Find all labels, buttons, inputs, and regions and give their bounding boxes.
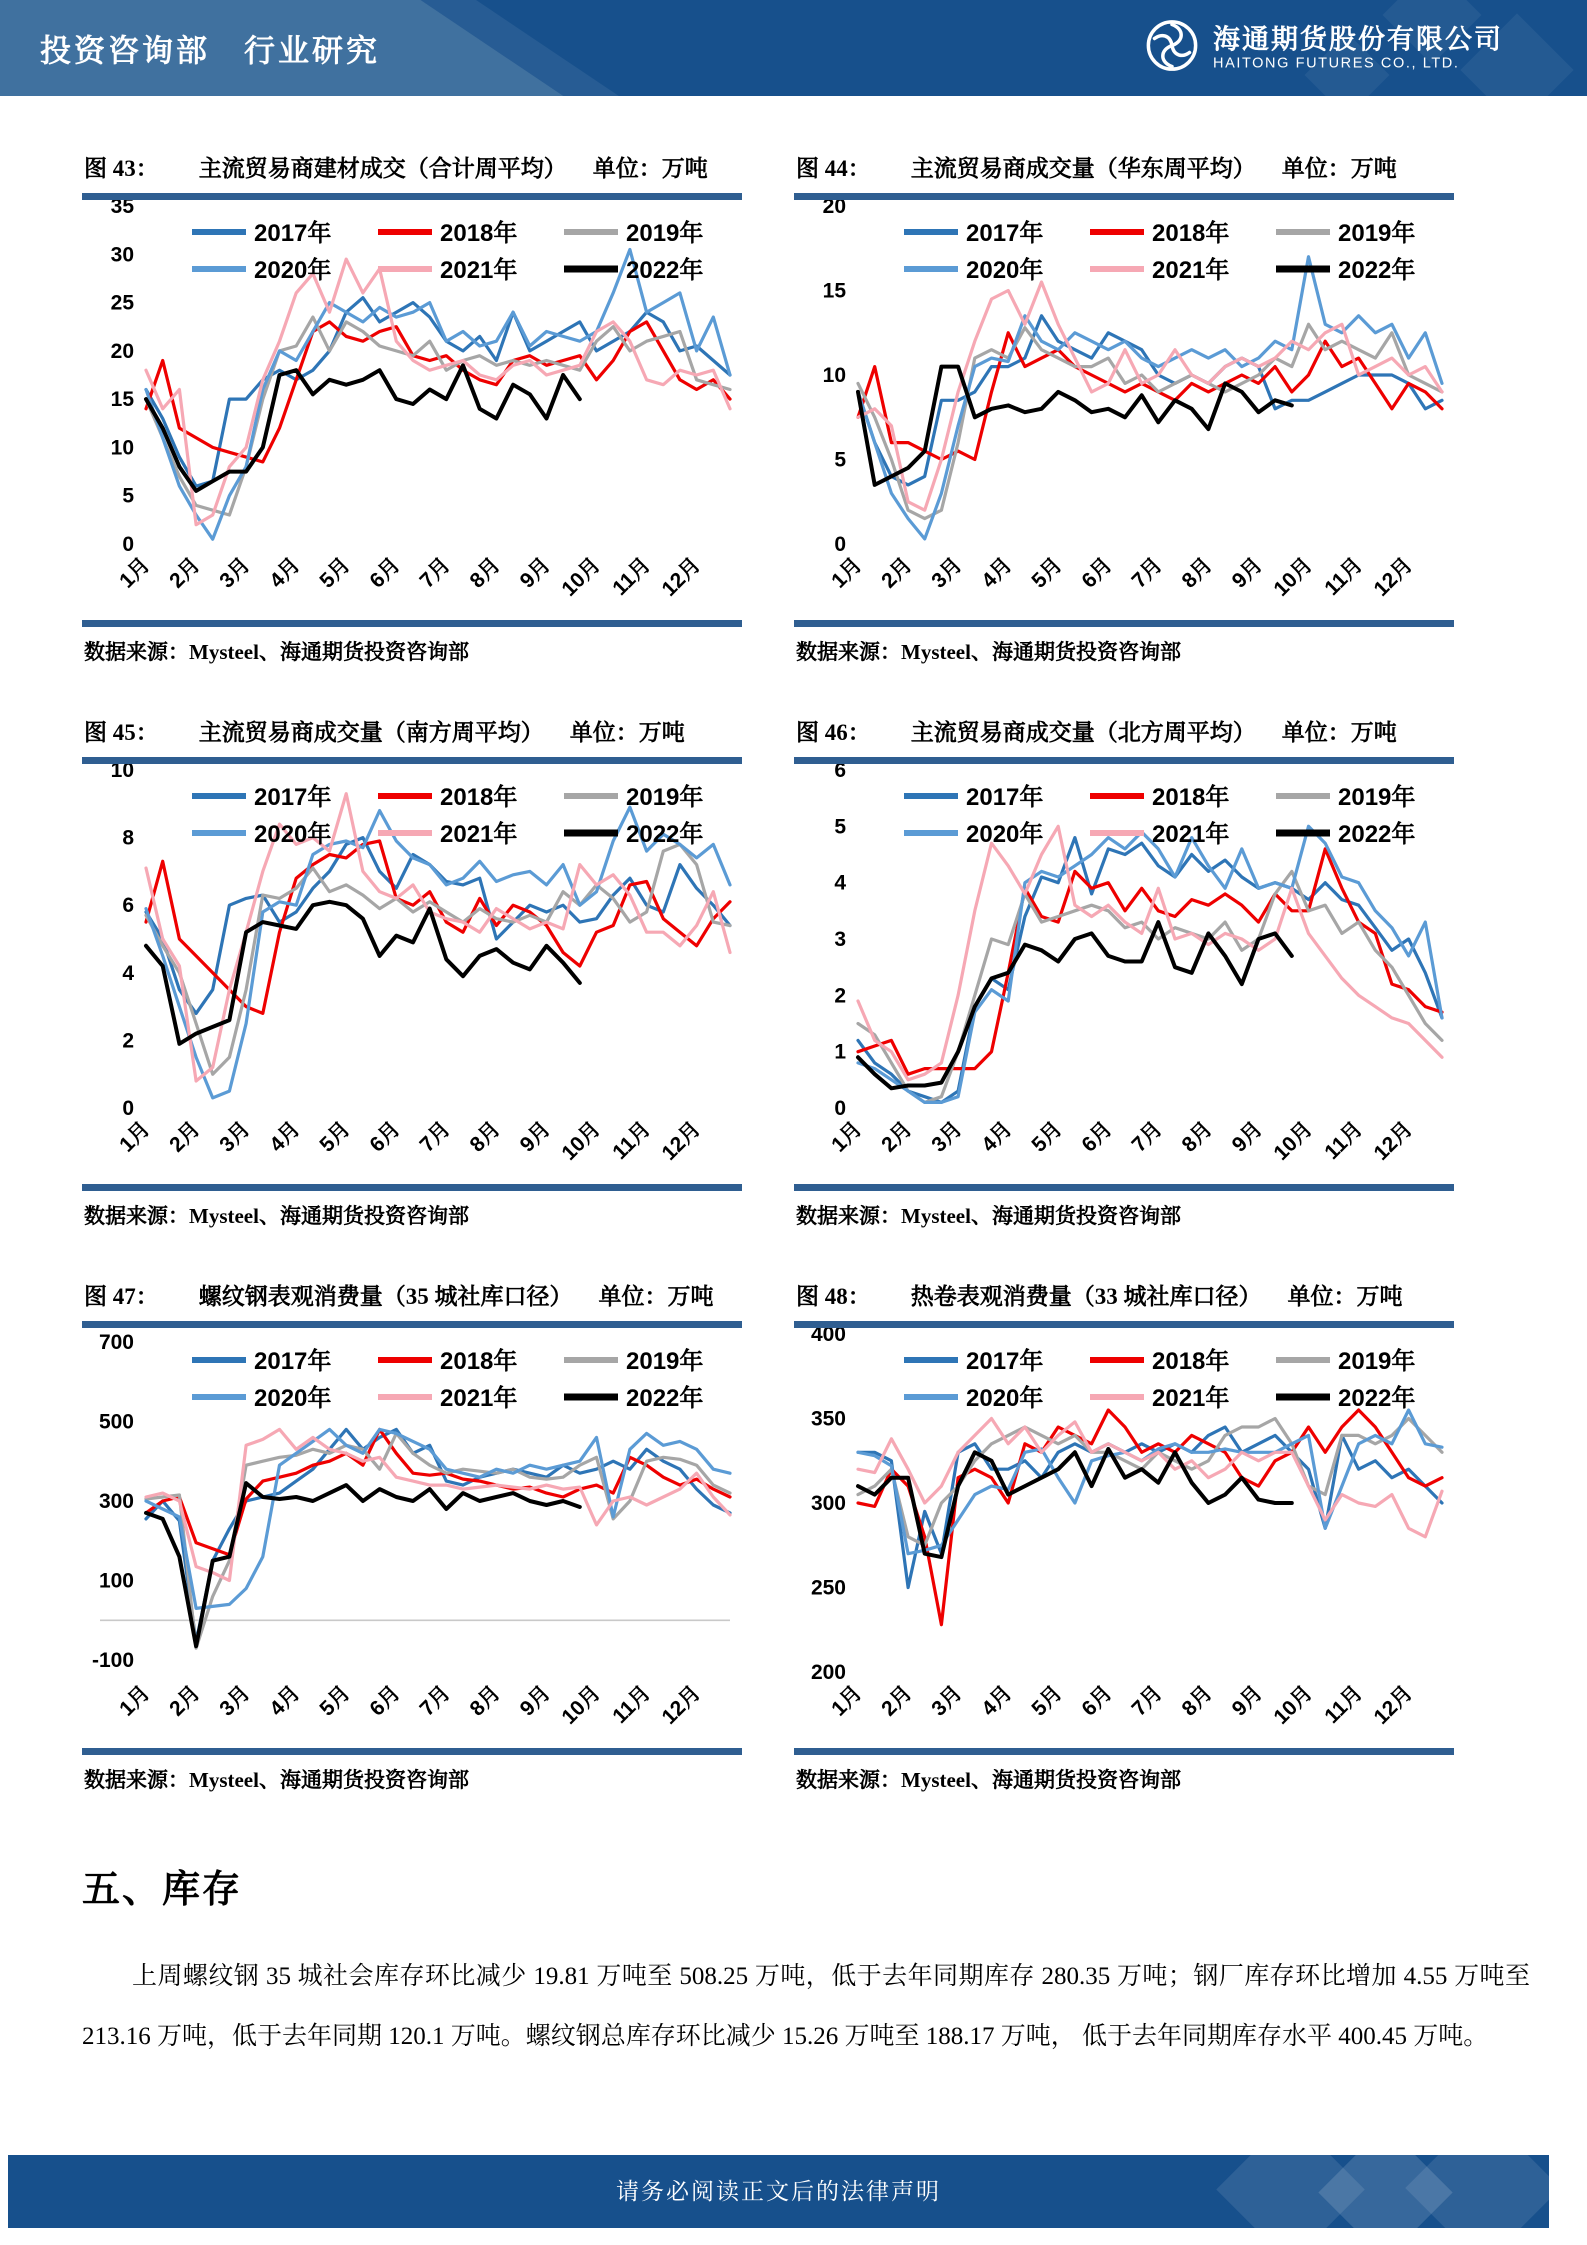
y-axis-tick-label: 250	[810, 1576, 846, 1600]
x-axis-tick-label: 3月	[927, 1117, 967, 1157]
x-axis-tick-label: 4月	[977, 1117, 1017, 1157]
x-axis-tick-label: 1月	[115, 1117, 155, 1157]
y-axis-tick-label: 8	[122, 826, 134, 850]
x-axis-tick-label: 11月	[1320, 1117, 1368, 1165]
data-source-caption: 数据来源：Mysteel、海通期货投资咨询部	[84, 1204, 469, 1228]
x-axis-tick-label: 7月	[1127, 1681, 1167, 1721]
page-header	[0, 0, 1587, 96]
legend-label: 2017年	[966, 220, 1044, 247]
y-axis-tick-label: 5	[834, 448, 846, 472]
company-name-cn: 海通期货股份有限公司	[1213, 24, 1503, 55]
y-axis-tick-label: 500	[98, 1410, 134, 1434]
figure-label: 图 47：	[84, 1284, 159, 1309]
company-name-en: HAITONG FUTURES CO., LTD.	[1213, 55, 1460, 72]
y-axis-tick-label: 15	[822, 279, 846, 303]
x-axis-tick-label: 10月	[1269, 1117, 1318, 1165]
x-axis-tick-label: 4月	[265, 1681, 305, 1721]
figure-46	[794, 712, 1454, 1230]
data-source-caption: 数据来源：Mysteel、海通期货投资咨询部	[796, 1204, 1181, 1228]
series-line-2019年	[858, 324, 1442, 518]
legend-label: 2019年	[1338, 220, 1416, 247]
figure-title-row	[82, 712, 742, 757]
legend-label: 2017年	[254, 784, 332, 811]
y-axis-tick-label: 10	[110, 436, 134, 460]
x-axis-tick-label: 11月	[608, 1681, 656, 1729]
y-axis-tick-label: 10	[110, 764, 134, 782]
title-divider	[794, 757, 1454, 764]
x-axis-tick-label: 9月	[1227, 553, 1267, 593]
x-axis-tick-label: 6月	[365, 553, 405, 593]
figure-label: 图 46：	[796, 720, 871, 745]
x-axis-tick-label: 8月	[465, 1681, 505, 1721]
x-axis-tick-label: 7月	[415, 553, 455, 593]
legend-label: 2017年	[966, 1348, 1044, 1375]
x-axis-tick-label: 11月	[1320, 553, 1368, 601]
y-axis-tick-label: 0	[122, 1097, 134, 1120]
x-axis-tick-label: 7月	[1127, 553, 1167, 593]
y-axis-tick-label: 300	[98, 1490, 134, 1514]
figure-title-row	[82, 148, 742, 193]
y-axis-tick-label: 35	[110, 200, 134, 218]
figure-title: 螺纹钢表观消费量（35 城社库口径）	[198, 1284, 573, 1309]
legend-label: 2017年	[966, 784, 1044, 811]
y-axis-tick-label: 0	[122, 533, 134, 556]
y-axis-tick-label: 700	[98, 1330, 134, 1354]
x-axis-tick-label: 9月	[515, 1117, 555, 1157]
figure-title-row	[794, 148, 1454, 193]
figure-unit: 单位：万吨	[1287, 1284, 1403, 1309]
x-axis-tick-label: 1月	[827, 1117, 867, 1157]
x-axis-tick-label: 4月	[977, 553, 1017, 593]
x-axis-tick-label: 5月	[1027, 1681, 1067, 1721]
x-axis-tick-label: 5月	[1027, 553, 1067, 593]
series-line-2020年	[858, 826, 1442, 1102]
y-axis-tick-label: 30	[110, 243, 134, 267]
legend-label: 2021年	[1152, 257, 1230, 284]
series-line-2017年	[858, 838, 1442, 1103]
y-axis-tick-label: -100	[91, 1649, 134, 1673]
x-axis-tick-label: 4月	[977, 1681, 1017, 1721]
legend-label: 2020年	[254, 821, 332, 848]
haitong-logo-icon	[1144, 18, 1200, 79]
legend-label: 2022年	[626, 1385, 704, 1412]
x-axis-tick-label: 2月	[877, 1681, 917, 1721]
chart-canvas	[794, 764, 1454, 1184]
figure-label: 图 43：	[84, 156, 159, 181]
series-line-2019年	[146, 844, 730, 1074]
x-axis-tick-label: 11月	[1320, 1681, 1368, 1729]
x-axis-tick-label: 6月	[365, 1117, 405, 1157]
y-axis-tick-label: 3	[834, 928, 846, 951]
title-divider	[82, 1321, 742, 1328]
legal-disclaimer: 请务必阅读正文后的法律声明	[616, 2179, 941, 2204]
inventory-paragraph: 上周螺纹钢 35 城社会库存环比减少 19.81 万吨至 508.25 万吨，低于去年同期库存 280.35 万吨；钢厂库存环比增加 4.55 万吨至 213.16 万吨，低于去年同期 120.1 万吨。螺纹钢总库存环比减少 15.26 万吨至 188.17 万吨， 低于去年同期库存水平 400.45 万吨。	[82, 1963, 1530, 2050]
x-axis-tick-label: 2月	[165, 1681, 205, 1721]
x-axis-tick-label: 10月	[557, 553, 606, 601]
series-line-2017年	[858, 316, 1442, 485]
legend-label: 2021年	[440, 1385, 518, 1412]
legend-label: 2019年	[626, 784, 704, 811]
caption-divider	[82, 1184, 742, 1191]
legend-label: 2017年	[254, 220, 332, 247]
series-line-2022年	[858, 922, 1292, 1088]
caption-divider	[82, 1748, 742, 1755]
x-axis-tick-label: 12月	[1369, 1117, 1418, 1165]
y-axis-tick-label: 0	[834, 1097, 846, 1120]
title-divider	[794, 1321, 1454, 1328]
x-axis-tick-label: 6月	[1077, 553, 1117, 593]
legend-label: 2018年	[440, 1348, 518, 1375]
y-axis-tick-label: 300	[810, 1492, 846, 1515]
series-line-2021年	[858, 826, 1442, 1080]
figure-title-row	[794, 712, 1454, 757]
chart-area-44	[794, 200, 1454, 620]
y-axis-tick-label: 100	[98, 1569, 134, 1593]
x-axis-tick-label: 1月	[115, 553, 155, 593]
x-axis-tick-label: 2月	[165, 553, 205, 593]
haitong-logo	[1144, 18, 1503, 79]
chart-area-47	[82, 1328, 742, 1748]
x-axis-tick-label: 3月	[215, 553, 255, 593]
y-axis-tick-label: 400	[810, 1328, 846, 1346]
legend-label: 2022年	[626, 257, 704, 284]
chart-canvas	[82, 1328, 742, 1748]
legend-label: 2022年	[1338, 257, 1416, 284]
section-heading: 五、库存	[82, 1869, 243, 1911]
x-axis-tick-label: 12月	[1369, 553, 1418, 601]
x-axis-tick-label: 7月	[1127, 1117, 1167, 1157]
figure-label: 图 48：	[796, 1284, 871, 1309]
x-axis-tick-label: 5月	[315, 1681, 355, 1721]
legend-label: 2018年	[1152, 220, 1230, 247]
figure-title: 主流贸易商成交量（北方周平均）	[910, 720, 1256, 745]
x-axis-tick-label: 4月	[265, 1117, 305, 1157]
series-line-2022年	[146, 365, 580, 491]
x-axis-tick-label: 4月	[265, 553, 305, 593]
x-axis-tick-label: 1月	[827, 553, 867, 593]
data-source-caption: 数据来源：Mysteel、海通期货投资咨询部	[84, 640, 469, 664]
chart-canvas	[794, 200, 1454, 620]
title-divider	[82, 193, 742, 200]
x-axis-tick-label: 1月	[827, 1681, 867, 1721]
legend-label: 2020年	[966, 821, 1044, 848]
x-axis-tick-label: 10月	[557, 1117, 606, 1165]
chart-area-48	[794, 1328, 1454, 1748]
x-axis-tick-label: 8月	[1177, 1681, 1217, 1721]
figure-unit: 单位：万吨	[1281, 720, 1397, 745]
y-axis-tick-label: 20	[822, 200, 846, 218]
x-axis-tick-label: 12月	[1369, 1681, 1418, 1729]
data-source-caption: 数据来源：Mysteel、海通期货投资咨询部	[84, 1768, 469, 1792]
legend-label: 2022年	[1338, 821, 1416, 848]
figure-44	[794, 148, 1454, 666]
x-axis-tick-label: 2月	[165, 1117, 205, 1157]
caption-divider	[794, 1748, 1454, 1755]
legend-label: 2021年	[440, 821, 518, 848]
y-axis-tick-label: 6	[834, 764, 846, 782]
x-axis-tick-label: 9月	[515, 553, 555, 593]
y-axis-tick-label: 200	[810, 1661, 846, 1684]
legend-label: 2020年	[254, 257, 332, 284]
legend-label: 2020年	[966, 1385, 1044, 1412]
caption-divider	[794, 620, 1454, 627]
department-title: 投资咨询部 行业研究	[40, 33, 380, 69]
legend-label: 2019年	[626, 220, 704, 247]
y-axis-tick-label: 2	[122, 1029, 134, 1053]
figure-title: 主流贸易商成交量（南方周平均）	[198, 720, 544, 745]
chart-canvas	[82, 764, 742, 1184]
x-axis-tick-label: 11月	[608, 1117, 656, 1165]
legend-label: 2021年	[1152, 1385, 1230, 1412]
figure-unit: 单位：万吨	[1281, 156, 1397, 181]
legend-label: 2021年	[1152, 821, 1230, 848]
x-axis-tick-label: 6月	[1077, 1681, 1117, 1721]
x-axis-tick-label: 5月	[315, 553, 355, 593]
figure-title: 主流贸易商成交量（华东周平均）	[910, 156, 1256, 181]
figure-48	[794, 1276, 1454, 1794]
title-divider	[82, 757, 742, 764]
y-axis-tick-label: 350	[810, 1407, 846, 1431]
x-axis-tick-label: 12月	[657, 1117, 706, 1165]
y-axis-tick-label: 4	[122, 961, 134, 985]
series-line-2020年	[146, 807, 730, 1098]
figure-title-row	[794, 1276, 1454, 1321]
x-axis-tick-label: 3月	[927, 1681, 967, 1721]
chart-canvas	[794, 1328, 1454, 1748]
figure-unit: 单位：万吨	[569, 720, 685, 745]
x-axis-tick-label: 7月	[415, 1117, 455, 1157]
chart-area-46	[794, 764, 1454, 1184]
x-axis-tick-label: 2月	[877, 553, 917, 593]
company-name	[1213, 24, 1503, 72]
y-axis-tick-label: 6	[122, 894, 134, 918]
data-source-caption: 数据来源：Mysteel、海通期货投资咨询部	[796, 640, 1181, 664]
x-axis-tick-label: 10月	[1269, 1681, 1318, 1729]
x-axis-tick-label: 6月	[1077, 1117, 1117, 1157]
figure-title: 主流贸易商建材成交（合计周平均）	[198, 156, 567, 181]
x-axis-tick-label: 1月	[115, 1681, 155, 1721]
x-axis-tick-label: 12月	[657, 553, 706, 601]
figure-label: 图 45：	[84, 720, 159, 745]
figure-title-row	[82, 1276, 742, 1321]
x-axis-tick-label: 8月	[1177, 1117, 1217, 1157]
series-line-2022年	[858, 367, 1292, 485]
y-axis-tick-label: 0	[834, 533, 846, 556]
y-axis-tick-label: 5	[834, 815, 846, 839]
legend-label: 2017年	[254, 1348, 332, 1375]
legend-label: 2018年	[1152, 1348, 1230, 1375]
legend-label: 2020年	[966, 257, 1044, 284]
y-axis-tick-label: 5	[122, 484, 134, 508]
y-axis-tick-label: 15	[110, 388, 134, 412]
x-axis-tick-label: 9月	[515, 1681, 555, 1721]
y-axis-tick-label: 10	[822, 364, 846, 387]
x-axis-tick-label: 6月	[365, 1681, 405, 1721]
inventory-section	[0, 1794, 1587, 2067]
x-axis-tick-label: 9月	[1227, 1117, 1267, 1157]
x-axis-tick-label: 7月	[415, 1681, 455, 1721]
x-axis-tick-label: 8月	[465, 1117, 505, 1157]
figure-47	[82, 1276, 742, 1794]
legend-label: 2019年	[1338, 784, 1416, 811]
x-axis-tick-label: 10月	[1269, 553, 1318, 601]
x-axis-tick-label: 5月	[1027, 1117, 1067, 1157]
legend-label: 2022年	[626, 821, 704, 848]
x-axis-tick-label: 3月	[215, 1117, 255, 1157]
legend-label: 2019年	[1338, 1348, 1416, 1375]
legend-label: 2021年	[440, 257, 518, 284]
figure-label: 图 44：	[796, 156, 871, 181]
chart-area-45	[82, 764, 742, 1184]
x-axis-tick-label: 2月	[877, 1117, 917, 1157]
chart-canvas	[82, 200, 742, 620]
figure-43	[82, 148, 742, 666]
figure-unit: 单位：万吨	[592, 156, 708, 181]
x-axis-tick-label: 11月	[608, 553, 656, 601]
title-divider	[794, 193, 1454, 200]
chart-grid	[0, 96, 1587, 1794]
x-axis-tick-label: 9月	[1227, 1681, 1267, 1721]
figure-title: 热卷表观消费量（33 城社库口径）	[910, 1284, 1262, 1309]
data-source-caption: 数据来源：Mysteel、海通期货投资咨询部	[796, 1768, 1181, 1792]
series-line-2022年	[146, 1483, 580, 1646]
x-axis-tick-label: 10月	[557, 1681, 606, 1729]
x-axis-tick-label: 8月	[1177, 553, 1217, 593]
legend-label: 2019年	[626, 1348, 704, 1375]
y-axis-tick-label: 1	[834, 1040, 846, 1064]
x-axis-tick-label: 8月	[465, 553, 505, 593]
legend-label: 2022年	[1338, 1385, 1416, 1412]
caption-divider	[794, 1184, 1454, 1191]
legend-label: 2018年	[1152, 784, 1230, 811]
x-axis-tick-label: 12月	[657, 1681, 706, 1729]
x-axis-tick-label: 3月	[215, 1681, 255, 1721]
y-axis-tick-label: 2	[834, 984, 846, 1008]
legend-label: 2018年	[440, 220, 518, 247]
figure-unit: 单位：万吨	[598, 1284, 714, 1309]
chart-area-43	[82, 200, 742, 620]
page-footer	[8, 2155, 1549, 2228]
legend-label: 2020年	[254, 1385, 332, 1412]
y-axis-tick-label: 25	[110, 291, 134, 315]
x-axis-tick-label: 5月	[315, 1117, 355, 1157]
y-axis-tick-label: 4	[834, 871, 846, 895]
caption-divider	[82, 620, 742, 627]
x-axis-tick-label: 3月	[927, 553, 967, 593]
y-axis-tick-label: 20	[110, 339, 134, 363]
legend-label: 2018年	[440, 784, 518, 811]
series-line-2018年	[858, 1410, 1442, 1625]
figure-45	[82, 712, 742, 1230]
